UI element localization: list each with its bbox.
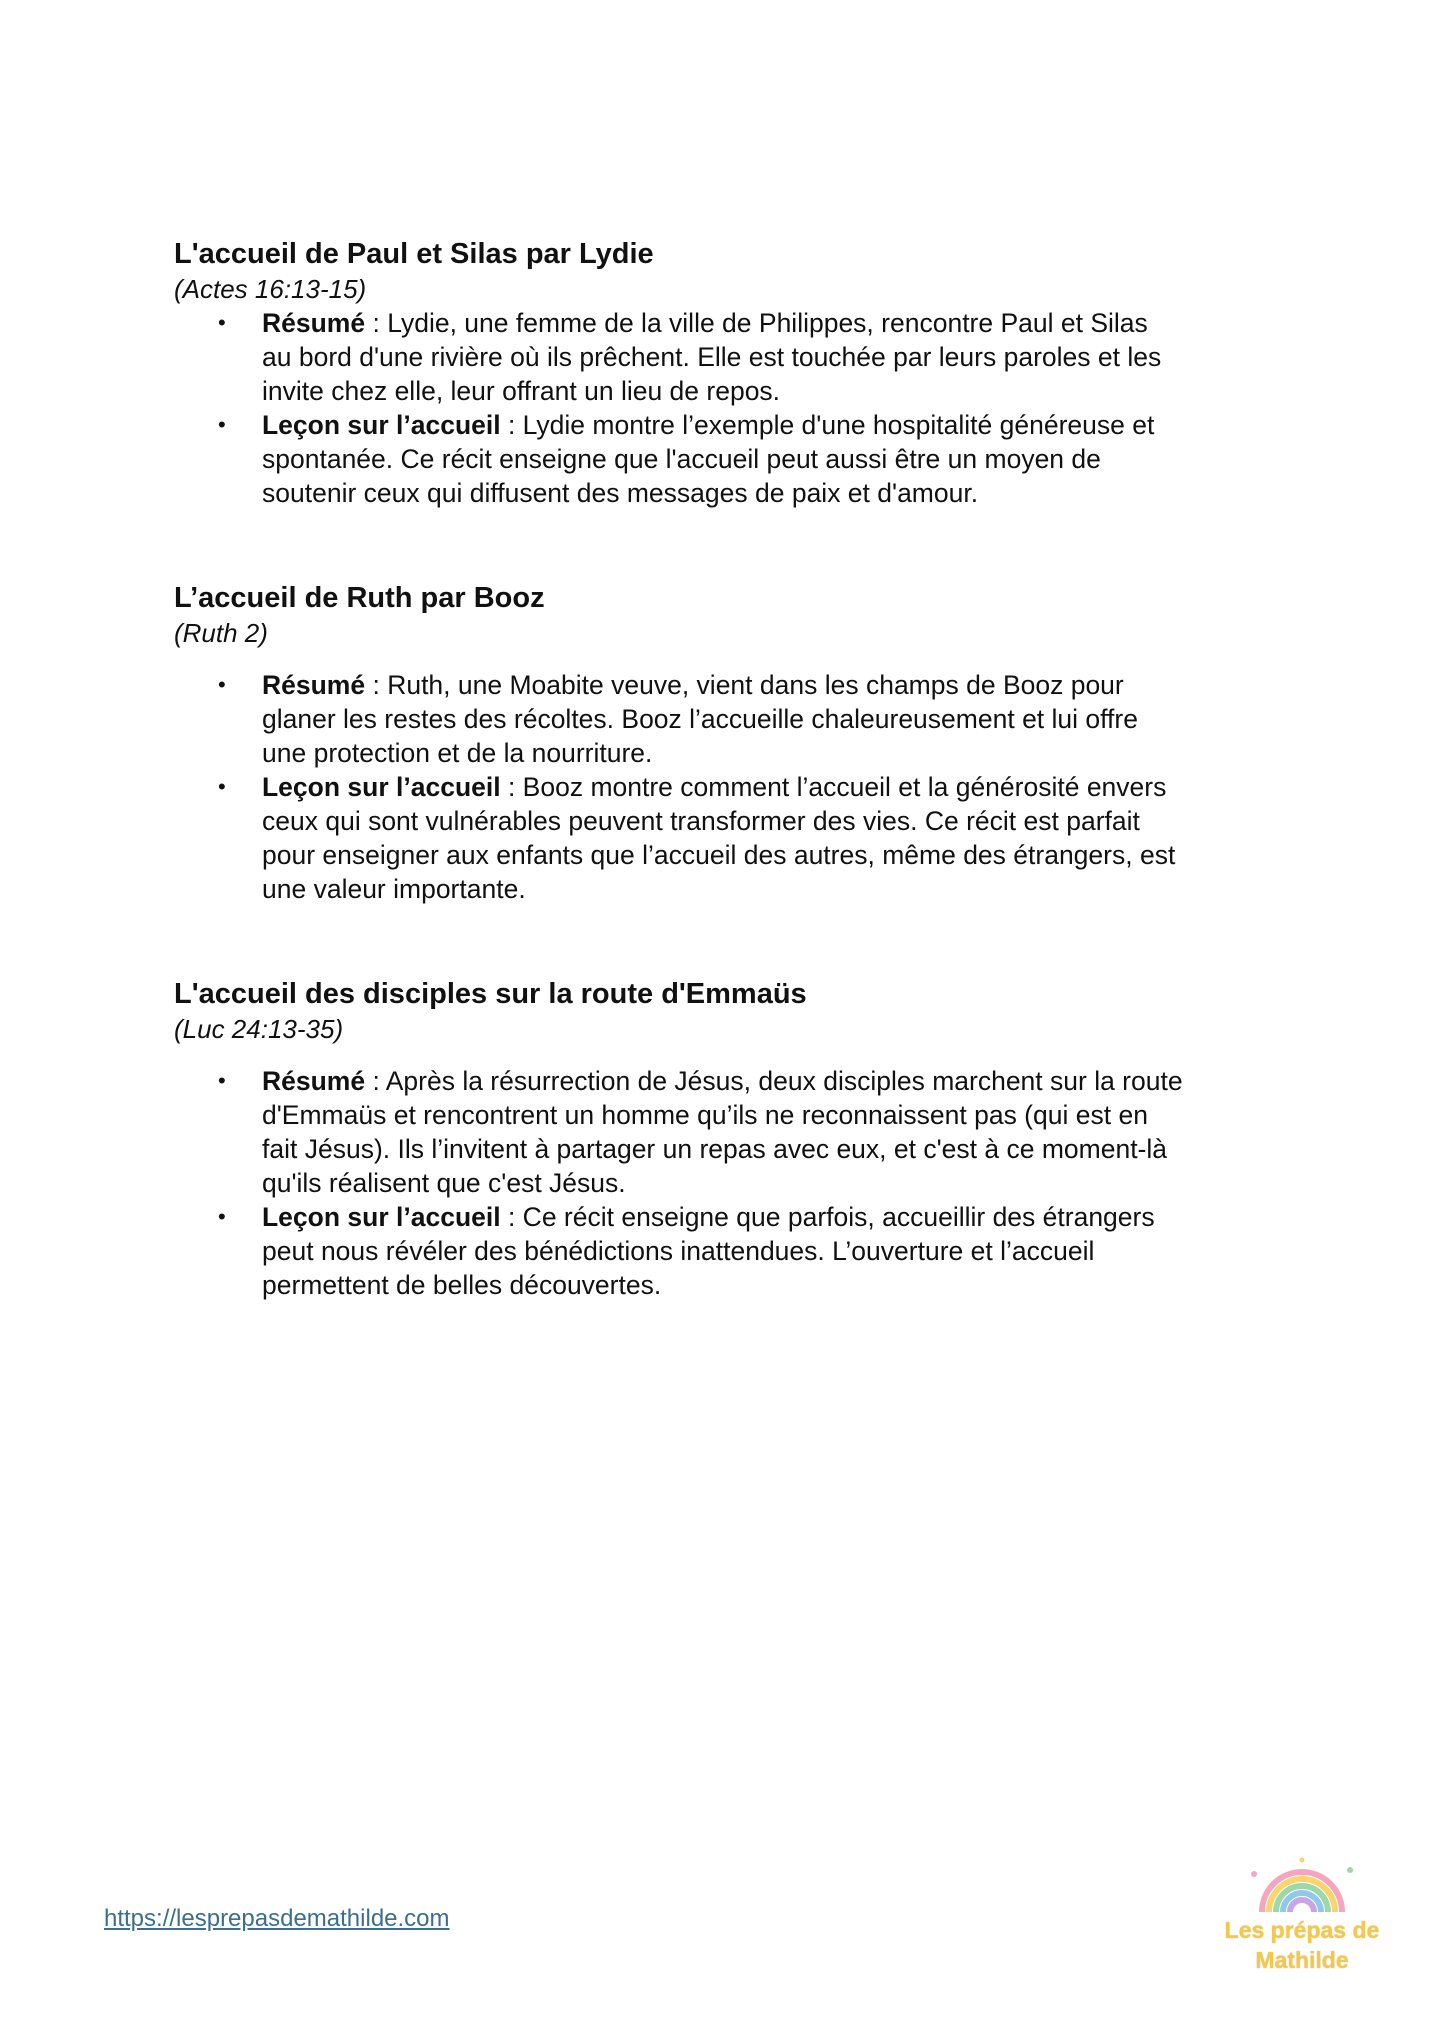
item-text-line: peut nous révéler des bénédictions inattendues. L’ouverture et l’accueil — [262, 1236, 1095, 1266]
item-text-line: : Lydie montre l’exemple d'une hospitalité généreuse et — [500, 410, 1155, 440]
section-title: L’accueil de Ruth par Booz — [174, 582, 545, 614]
section-title: L'accueil des disciples sur la route d'Emmaüs — [174, 978, 807, 1010]
item-text-line: : Après la résurrection de Jésus, deux disciples marchent sur la route — [365, 1066, 1183, 1096]
bullet-icon: • — [218, 774, 226, 799]
bullet-icon: • — [218, 412, 226, 437]
item-text-line: permettent de belles découvertes. — [262, 1270, 662, 1300]
bible-reference: (Ruth 2) — [174, 618, 268, 648]
item-label: Résumé — [262, 670, 366, 700]
list-item — [174, 408, 1294, 510]
bullet-list — [174, 668, 1294, 906]
bullet-icon: • — [218, 672, 226, 697]
brand-logo — [1222, 1852, 1382, 1982]
item-label: Leçon sur l’accueil — [262, 1202, 501, 1232]
list-item — [174, 1064, 1294, 1200]
item-text-line: fait Jésus). Ils l’invitent à partager un repas avec eux, et c'est à ce moment-là — [262, 1134, 1168, 1164]
section-lydie — [174, 236, 1294, 510]
item-text-line: au bord d'une rivière où ils prêchent. Elle est touchée par leurs paroles et les — [262, 342, 1162, 372]
item-text-line: : Ruth, une Moabite veuve, vient dans les champs de Booz pour — [365, 670, 1124, 700]
section-ruth — [174, 580, 1294, 906]
bible-reference: (Actes 16:13-15) — [174, 274, 367, 304]
list-item — [174, 1200, 1294, 1302]
item-text-line: invite chez elle, leur offrant un lieu de repos. — [262, 376, 781, 406]
item-text-line: : Booz montre comment l’accueil et la générosité envers — [500, 772, 1167, 802]
item-text-line: spontanée. Ce récit enseigne que l'accueil peut aussi être un moyen de — [262, 444, 1101, 474]
list-item — [174, 770, 1294, 906]
list-item — [174, 668, 1294, 770]
logo-text-line1: Les prépas de — [1224, 1917, 1380, 1943]
bullet-list — [174, 1064, 1294, 1302]
item-text-line: : Lydie, une femme de la ville de Philippes, rencontre Paul et Silas — [365, 308, 1148, 338]
item-text-line: qu'ils réalisent que c'est Jésus. — [262, 1168, 626, 1198]
item-label: Résumé — [262, 308, 366, 338]
list-item — [174, 306, 1294, 408]
bullet-icon: • — [218, 1204, 226, 1229]
bullet-icon: • — [218, 1068, 226, 1093]
item-text-line: pour enseigner aux enfants que l’accueil des autres, même des étrangers, est — [262, 840, 1176, 870]
bullet-list — [174, 306, 1294, 510]
logo-text-line2: Mathilde — [1255, 1947, 1349, 1973]
item-label: Résumé — [262, 1066, 366, 1096]
section-emmaus — [174, 976, 1294, 1302]
item-text-line: : Ce récit enseigne que parfois, accueillir des étrangers — [500, 1202, 1155, 1232]
item-label: Leçon sur l’accueil — [262, 772, 501, 802]
website-link[interactable]: https://lesprepasdemathilde.com — [104, 1905, 450, 1932]
bullet-icon: • — [218, 310, 226, 335]
item-label: Leçon sur l’accueil — [262, 410, 501, 440]
bible-reference: (Luc 24:13-35) — [174, 1014, 344, 1044]
item-text-line: ceux qui sont vulnérables peuvent transformer des vies. Ce récit est parfait — [262, 806, 1140, 836]
document-body — [174, 236, 1294, 1302]
item-text-line: soutenir ceux qui diffusent des messages de paix et d'amour. — [262, 478, 979, 508]
item-text-line: glaner les restes des récoltes. Booz l’accueille chaleureusement et lui offre — [262, 704, 1138, 734]
item-text-line: une valeur importante. — [262, 874, 526, 904]
item-text-line: d'Emmaüs et rencontrent un homme qu’ils ne reconnaissent pas (qui est en — [262, 1100, 1148, 1130]
section-title: L'accueil de Paul et Silas par Lydie — [174, 238, 654, 270]
item-text-line: une protection et de la nourriture. — [262, 738, 653, 768]
